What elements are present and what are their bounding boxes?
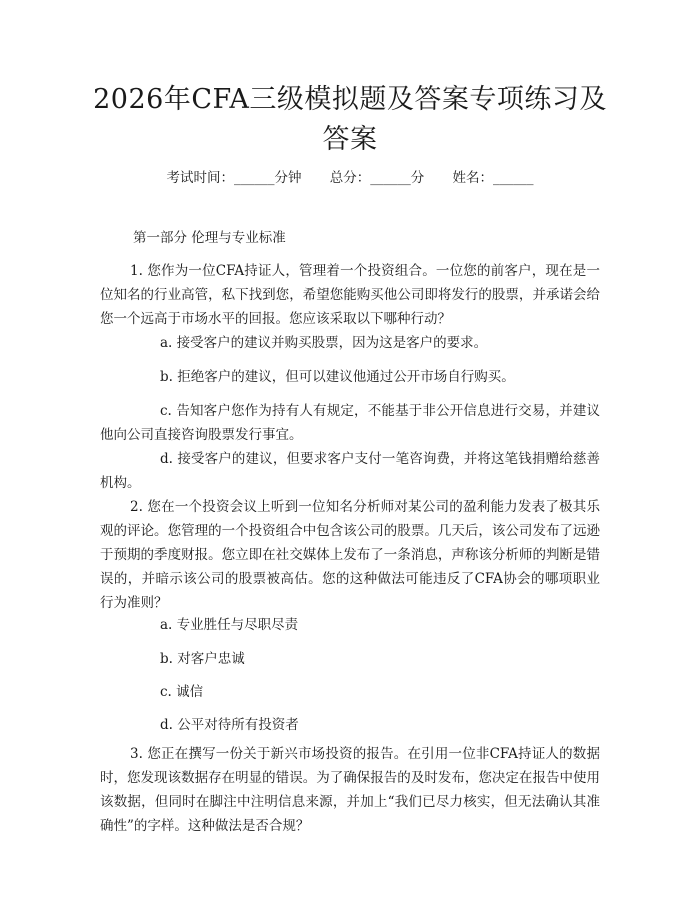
question-2-option-c: c. 诚信 [160,684,204,700]
document-title: 2026年CFA三级模拟题及答案专项练习及答案 [93,84,607,155]
exam-name: 姓名：______ [452,170,534,186]
question-3: 3. 您正在撰写一份关于新兴市场投资的报告。在引用一位非CFA持证人的数据时，您发现该数据存在明显的错误。为了确保报告的及时发布，您决定在报告中使用该数据，但同时在脚注中注明信息来源，并加上“我们已尽力核实，但无法确认其准确性”的字样。这种做法是否合规？ [100,746,600,834]
question-2-option-b: b. 对客户忠诚 [160,651,245,667]
question-2-option-d: d. 公平对待所有投资者 [160,717,299,733]
question-2-option-a: a. 专业胜任与尽职尽责 [160,617,299,633]
question-1-option-b: b. 拒绝客户的建议，但可以建议他通过公开市场自行购买。 [160,369,515,385]
question-1-option-d: d. 接受客户的建议，但要求客户支付一笔咨询费，并将这笔钱捐赠给慈善机构。 [100,451,600,491]
exam-time: 考试时间：______分钟 [166,170,302,186]
exam-score: 总分：______分 [329,170,425,186]
exam-meta [0,168,700,188]
question-1: 1. 您作为一位CFA持证人，管理着一个投资组合。一位您的前客户，现在是一位知名的行业高管，私下找到您，希望您能购买他公司即将发行的股票，并承诺会给您一个远高于市场水平的回报。您应该采取以下哪种行动？ [100,263,600,327]
section-heading: 第一部分 伦理与专业标准 [133,230,286,246]
question-1-option-c: c. 告知客户您作为持有人有规定，不能基于非公开信息进行交易，并建议他向公司直接咨询股票发行事宜。 [100,403,600,443]
question-1-option-a: a. 接受客户的建议并购买股票，因为这是客户的要求。 [160,335,488,351]
question-2: 2. 您在一个投资会议上听到一位知名分析师对某公司的盈利能力发表了极其乐观的评论。您管理的一个投资组合中包含该公司的股票。几天后，该公司发布了远逊于预期的季度财报。您立即在社交媒体上发布了一条消息，声称该分析师的判断是错误的，并暗示该公司的股票被高估。您的这种做法可能违反了CFA协会的哪项职业行为准则？ [100,499,600,611]
